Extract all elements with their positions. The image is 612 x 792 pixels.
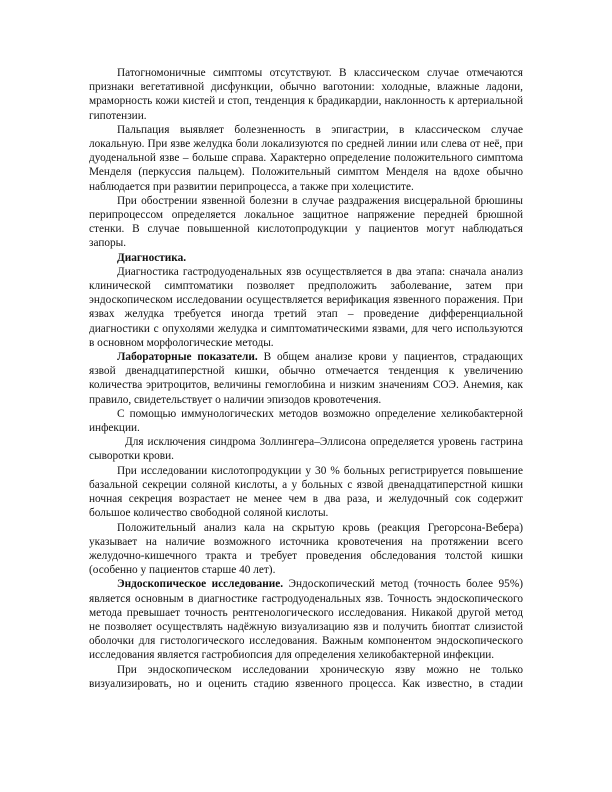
endoscopy-text: Эндоскопический метод (точность более 95%) является основным в диагностике гастродуоденальных язв. Точность эндоскопического метода превышает точность рентгенологического исследования. Никакой другой метод не позволяет осуществлять надёжную визуализацию язв и получить биоптат слизистой оболочки для гистологического исследования. Важным компонентом эндоскопического исследования является гастробиопсия для определения хеликобактерной инфекции. — [89, 578, 523, 662]
paragraph-exacerbation: При обострении язвенной болезни в случае раздражения висцеральной брюшины перипроцессом определяется локальное защитное напряжение передней брюшной стенки. В случае повышенной кислотопродукции у пациентов могут наблюдаться запоры. — [89, 194, 523, 250]
paragraph-immunology: С помощью иммунологических методов возможно определение хеликобактерной инфекции. — [89, 407, 523, 435]
paragraph-acid-production: При исследовании кислотопродукции у 30 % больных регистрируется повышение базальной секреции соляной кислоты, а у больных с язвой двенадцатиперстной кишки ночная секреция возрастает не менее чем в два раза, и желудочный сок содержит большое количество свободной соляной кислоты. — [89, 464, 523, 520]
paragraph-gastrin: Для исключения синдрома Золлингера–Эллисона определяется уровень гастрина сыворотки крови. — [89, 436, 523, 463]
paragraph-endoscopic-stage: При эндоскопическом исследовании хроническую язву можно не только визуализировать, но и оценить стадию язвенного процесса. Как известно, в стадии — [89, 663, 523, 690]
paragraph-palpation: Пальпация выявляет болезненность в эпигастрии, в классическом случае локальную. При язве желудка боли локализуются по средней линии или слева от неё, при дуоденальной язве – больше справа. Характерно определение положительного симптома Менделя (перкуссия пальцем). Положительный симптом Менделя на вдохе обычно наблюдается при развитии перипроцесса, а также при холецистите. — [89, 123, 523, 193]
section-heading-diagnostics: Диагностика. — [117, 251, 187, 264]
paragraph-endoscopy — [89, 577, 523, 662]
lab-results-text: В общем анализе крови у пациентов, страдающих язвой двенадцатиперстной кишки, обычно отмечается тенденция к увеличению количества эритроцитов, величины гемоглобина и низким значениям СОЭ. Анемия, как правило, свидетельствует о наличии эпизодов кровотечения. — [89, 351, 523, 406]
paragraph-symptoms: Патогномоничные симптомы отсутствуют. В классическом случае отмечаются признаки вегетативной дисфункции, обычно ваготонии: холодные, влажные ладони, мраморность кожи кистей и стоп, тенденция к брадикардии, наклонность к артериальной гипотензии. — [89, 67, 523, 122]
paragraph-lab-results — [89, 350, 523, 407]
paragraph-occult-blood: Положительный анализ кала на скрытую кровь (реакция Грегорсона-Вебера) указывает на наличие возможного источника кровотечения на протяжении всего желудочно-кишечного тракта и требует проведения обследования толстой кишки (особенно у пациентов старше 40 лет). — [89, 521, 523, 577]
paragraph-diagnostics: Диагностика гастродуоденальных язв осуществляется в два этапа: сначала анализ клинической симптоматики позволяет предположить заболевание, затем при эндоскопическом исследовании осуществляется верификация язвенного поражения. При язвах желудка требуется иногда третий этап – проведение дифференциальной диагностики с опухолями желудка и симптоматическими язвами, для чего используются в основном морфологические методы. — [89, 265, 523, 349]
inline-heading-endoscopy: Эндоскопическое исследование. — [117, 578, 284, 591]
document-page — [89, 66, 523, 691]
inline-heading-lab: Лабораторные показатели. — [117, 351, 258, 364]
